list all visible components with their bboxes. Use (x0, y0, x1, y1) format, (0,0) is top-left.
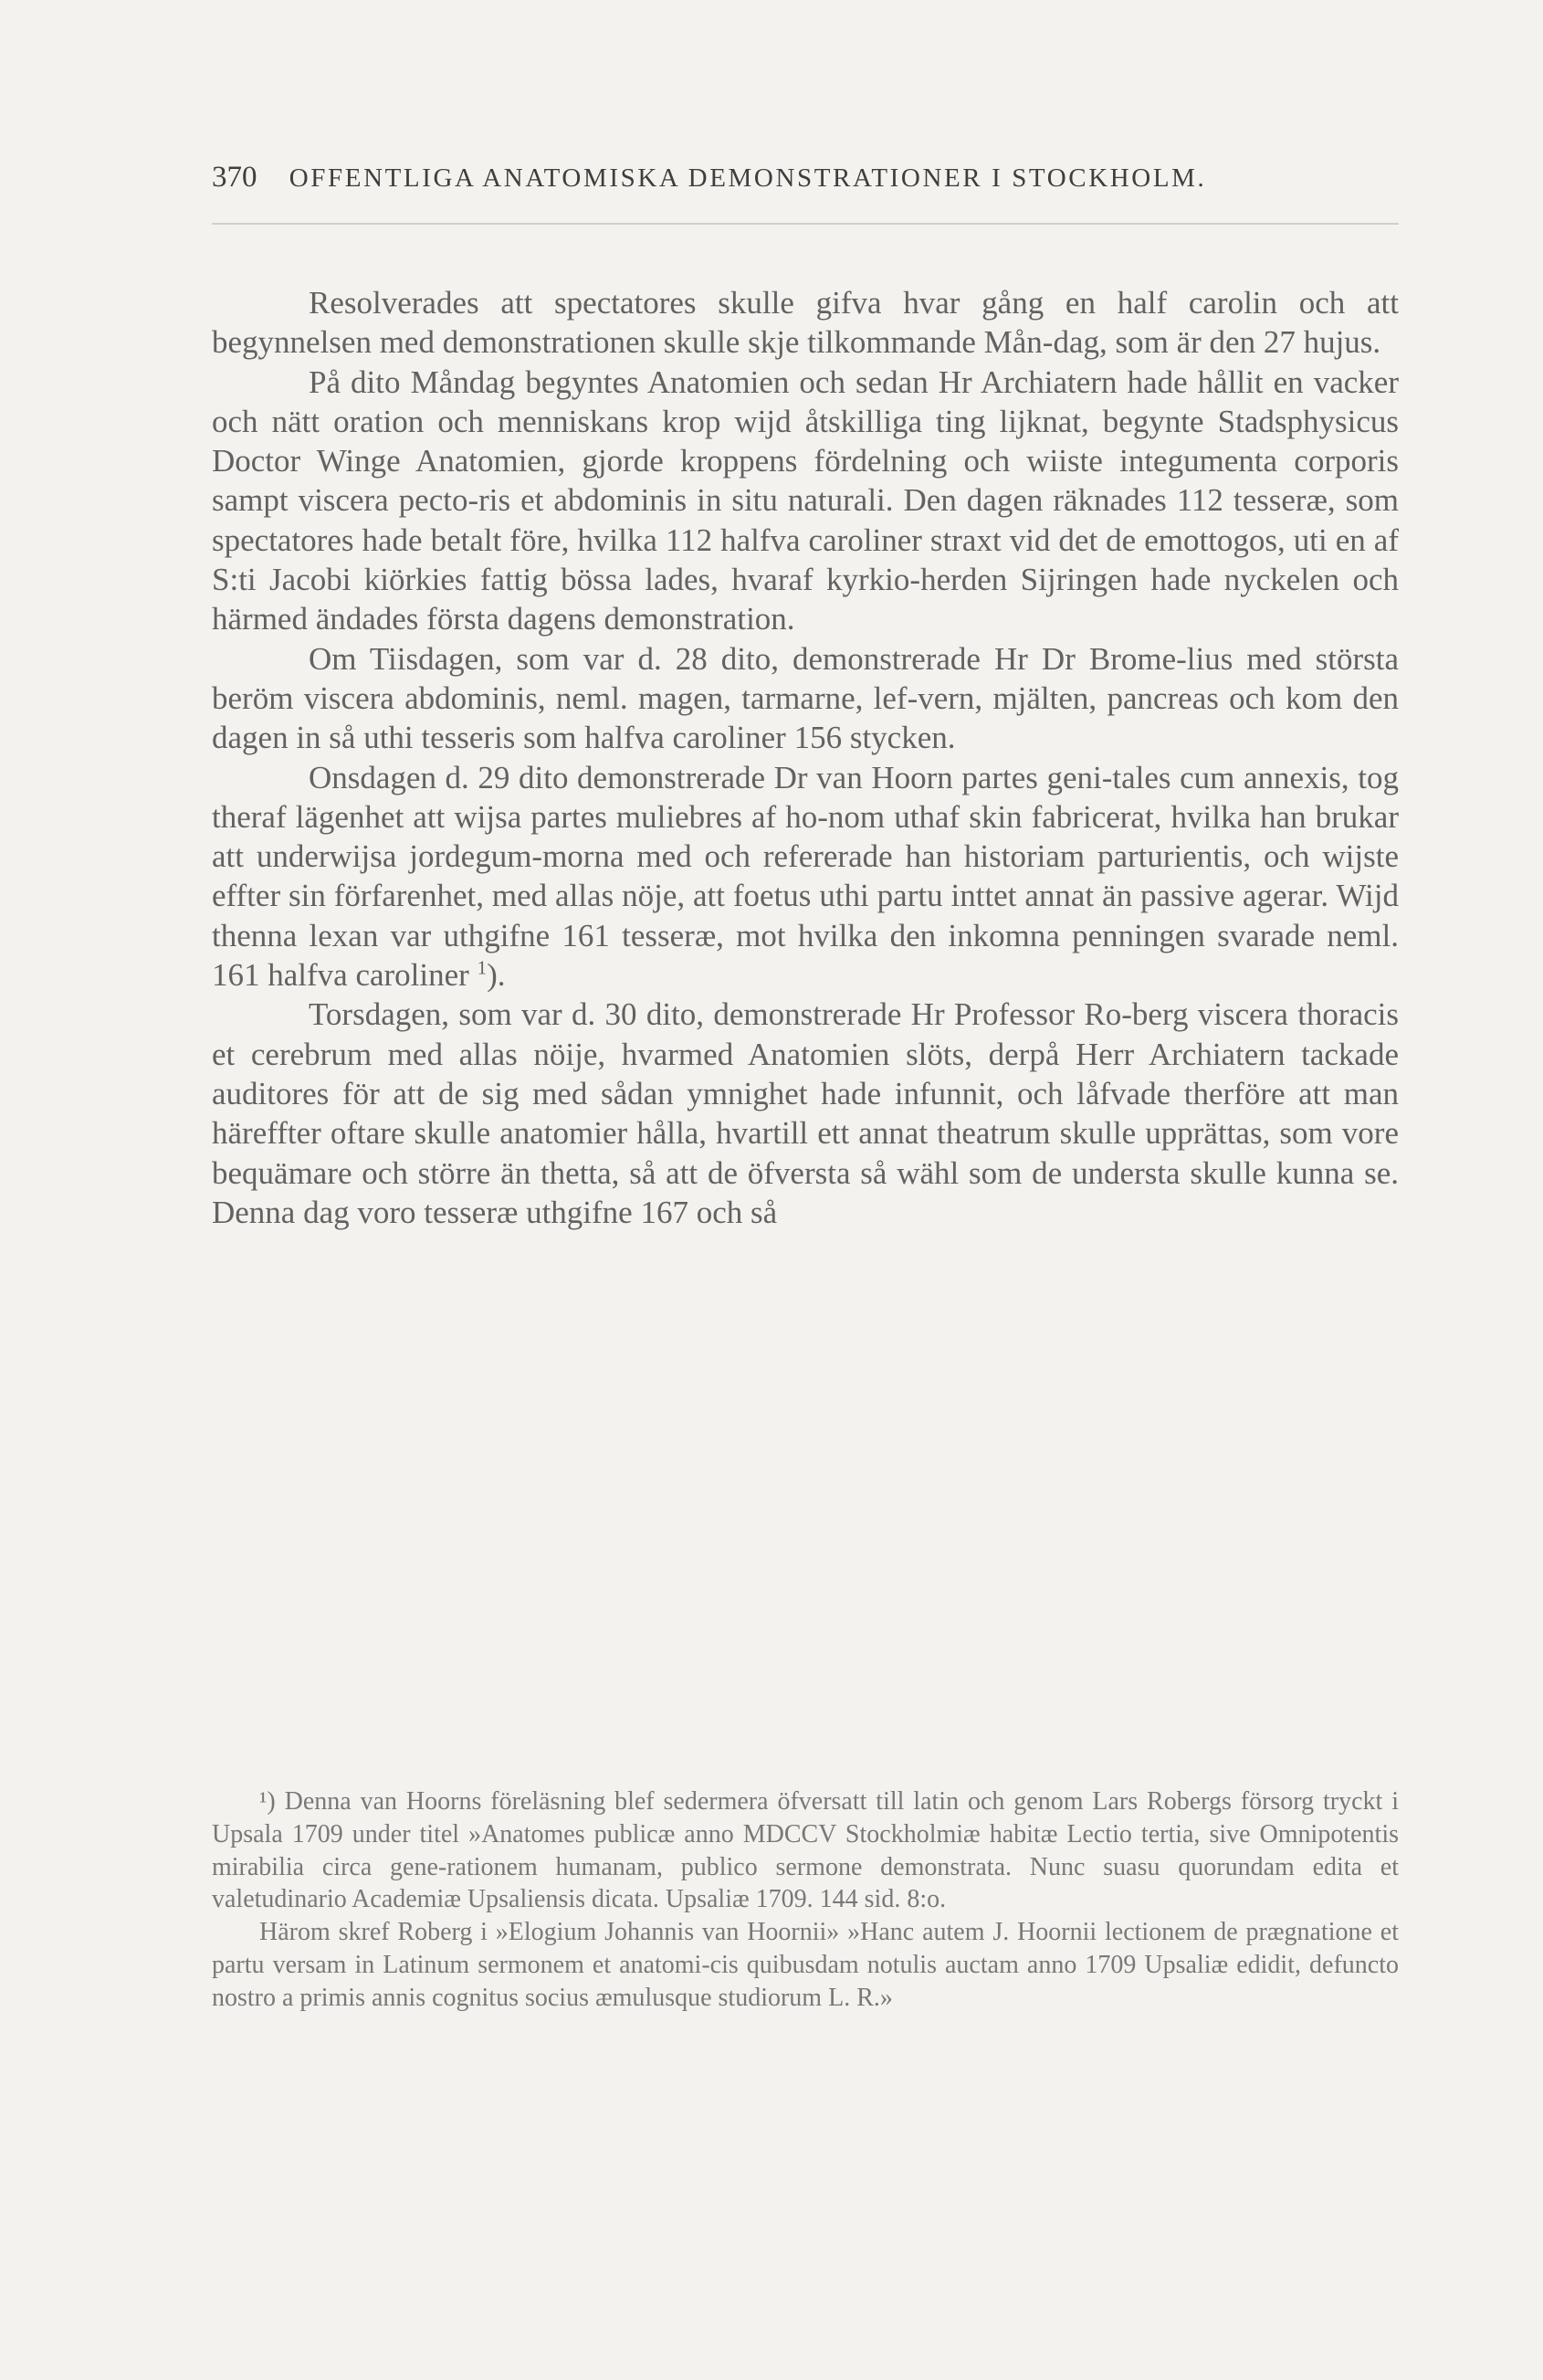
page-number: 370 (212, 161, 257, 194)
footnote: Härom skref Roberg i »Elogium Johannis van Hoornii» »Hanc autem J. Hoornii lectionem de prægnatione et partu versam in Latinum sermonem et anatomi-cis quibusdam notulis auctam anno 1709 Upsaliæ edidit, defuncto nostro a primis annis cognitus socius æmulusque studiorum L. R.» (212, 1918, 1399, 2012)
footnote-marker: 1 (477, 956, 488, 979)
page-header (212, 161, 1353, 195)
footnotes (212, 1785, 1399, 2015)
paragraph (212, 758, 1399, 995)
paragraph: Resolverades att spectatores skulle gifva hvar gång en half carolin och att begynnelsen med demonstrationen skulle skje tilkommande Mån-dag, som är den 27 hujus. (212, 285, 1399, 361)
paragraph-text: Onsdagen d. 29 dito demonstrerade Dr van Hoorn partes geni-tales cum annexis, tog theraf lägenhet att wijsa partes muliebres af ho-nom uthaf skin fabricerat, hvilka han brukar att underwijsa jordegum-morna med och refererade han historiam parturientis, och wijste effter sin förfarenhet, med allas nöje, att foetus uthi partu inttet annat än passive agerar. Wijd thenna lexan var uthgifne 161 tesseræ, mot hvilka den inkomna penningen svarade neml. 161 halfva caroliner (212, 759, 1399, 994)
header-rule (212, 223, 1399, 225)
running-title: OFFENTLIGA ANATOMISKA DEMONSTRATIONER I STOCKHOLM. (289, 163, 1207, 193)
footnote-marker-suffix: ). (487, 957, 506, 994)
paragraph: Om Tiisdagen, som var d. 28 dito, demonstrerade Hr Dr Brome-lius med största beröm viscera abdominis, neml. magen, tarmarne, lef-vern, mjälten, pancreas och kom den dagen in så uthi tesseris som halfva caroliner 156 stycken. (212, 640, 1399, 756)
main-text (212, 283, 1399, 1232)
paragraph: På dito Måndag begyntes Anatomien och sedan Hr Archiatern hade hållit en vacker och nätt oration och menniskans krop wijd åtskilliga ting lijknat, begynte Stadsphysicus Doctor Winge Anatomien, gjorde kroppens fördelning och wiiste integumenta corporis sampt viscera pecto-ris et abdominis in situ naturali. Den dagen räknades 112 tesseræ, som spectatores hade betalt före, hvilka 112 halfva caroliner straxt vid det de emottogos, uti en af S:ti Jacobi kiörkies fattig bössa lades, hvaraf kyrkio-herden Sijringen hade nyckelen och härmed ändades första dagens demonstration. (212, 363, 1399, 637)
footnote: ¹) Denna van Hoorns föreläsning blef sedermera öfversatt till latin och genom Lars Robergs försorg tryckt i Upsala 1709 under titel »Anatomes publicæ anno MDCCV Stockholmiæ habitæ Lectio tertia, sive Omnipotentis mirabilia circa gene-rationem humanam, publico sermone demonstrata. Nunc suasu quorundam edita et valetudinario Academiæ Upsaliensis dicata. Upsaliæ 1709. 144 sid. 8:o. (212, 1787, 1399, 1914)
paragraph: Torsdagen, som var d. 30 dito, demonstrerade Hr Professor Ro-berg viscera thoracis et cerebrum med allas nöije, hvarmed Anatomien slöts, derpå Herr Archiatern tackade auditores för att de sig med sådan ymnighet hade infunnit, och låfvade therföre att man häreffter oftare skulle anatomier hålla, hvartill ett annat theatrum skulle upprättas, som vore bequämare och större än thetta, så att de öfversta så wähl som de understa skulle kunna se. Denna dag voro tesseræ uthgifne 167 och så (212, 996, 1399, 1230)
